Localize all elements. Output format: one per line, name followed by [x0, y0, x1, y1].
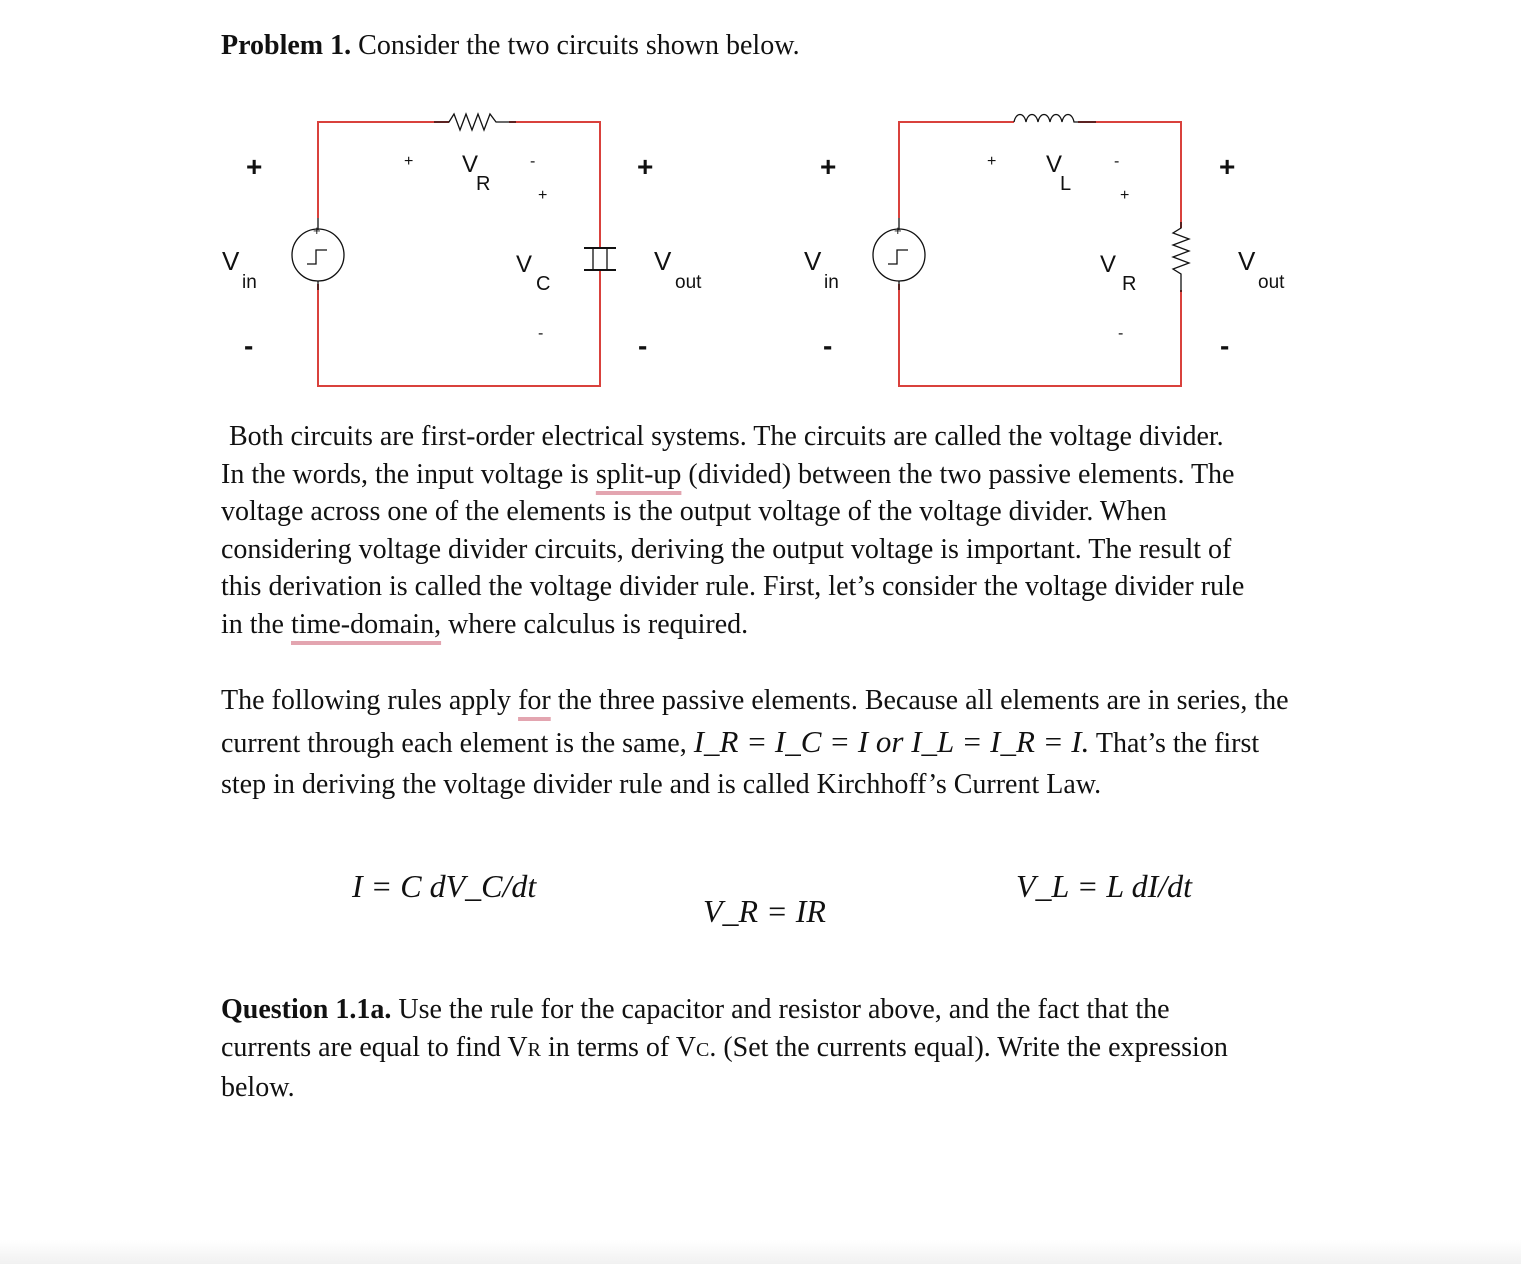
- c1-vin-plus: +: [246, 151, 263, 182]
- current-equality: I_R = I_C = I or I_L = I_R = I.: [693, 724, 1090, 759]
- c2-wire-top-right: [1078, 122, 1181, 228]
- equation-resistor-text: V_R = IR: [703, 893, 826, 929]
- c2-wire-top-left: [899, 122, 1014, 218]
- c2-vl-v: V: [1046, 151, 1063, 178]
- c2-step-icon: [888, 250, 908, 264]
- question-1-1a: Question 1.1a. Use the rule for the capacitor and resistor above, and the fact that the currents are equal to find VR in terms of VC. (Set the currents equal). Write the expression below.: [221, 994, 1228, 1103]
- c2-vout-v: V: [1238, 246, 1256, 276]
- c2-vin-minus: -: [823, 330, 833, 361]
- c1-wire-bottom: [318, 270, 600, 386]
- c1-vc-v: V: [516, 251, 533, 278]
- c1-vout-plus: +: [637, 151, 654, 182]
- c2-vin-v: V: [804, 246, 822, 276]
- c2-vr-minus: -: [1118, 325, 1124, 342]
- c1-source-plus: +: [313, 223, 321, 238]
- c1-vin-sub: in: [242, 272, 257, 293]
- c1-vc-plus: +: [538, 187, 548, 204]
- c1-resistor: [434, 114, 516, 130]
- c2-vr-sub: R: [1122, 273, 1137, 295]
- c2-resistor: [1173, 222, 1189, 292]
- c1-wire-top-right: [509, 122, 600, 248]
- underlined-split-up: split-up: [595, 458, 682, 490]
- paragraph-kcl: The following rules apply for the three passive elements. Because all elements are in series, the current through each element is the same, I_R = I_C = I or I_L = I_R = I. That’s the first step in deriving the voltage divider rule and is called Kirchhoff’s Current Law.: [221, 685, 1289, 800]
- c2-vout-plus: +: [1219, 151, 1236, 182]
- c2-vl-sub: L: [1060, 173, 1072, 195]
- c1-wire-top-left: [318, 122, 449, 218]
- c1-step-icon: [307, 250, 327, 264]
- c2-vin-plus: +: [820, 151, 837, 182]
- c2-wire-bottom: [899, 284, 1181, 386]
- problem-text: Consider the two circuits shown below.: [358, 30, 800, 61]
- c1-vr-v: V: [462, 151, 479, 178]
- c2-vl-minus: -: [1114, 153, 1120, 170]
- c1-vr-sub: R: [476, 173, 491, 195]
- circuit-1: [222, 114, 702, 386]
- problem-label: Problem 1.: [221, 30, 352, 61]
- c2-vout-sub: out: [1258, 272, 1285, 293]
- c1-vin-v: V: [222, 246, 240, 276]
- c1-vc-sub: C: [536, 273, 551, 295]
- c2-vl-plus: +: [987, 153, 997, 170]
- c1-vr-plus: +: [404, 153, 414, 170]
- page-bottom-shadow: [0, 1240, 1521, 1264]
- c1-vc-minus: -: [538, 325, 544, 342]
- equation-inductor-text: V_L = L dI/dt: [1016, 868, 1193, 904]
- underlined-for: for: [518, 685, 551, 716]
- c1-vout-v: V: [654, 246, 672, 276]
- circuit-diagram: [0, 0, 1521, 400]
- equation-inductor: [1016, 868, 1192, 905]
- c2-vout-minus: -: [1220, 330, 1230, 361]
- equation-capacitor-text: I = C dV_C/dt: [352, 868, 537, 904]
- c1-vout-minus: -: [638, 330, 648, 361]
- c2-source-plus: +: [894, 223, 902, 238]
- equation-capacitor: [352, 868, 536, 905]
- circuit-2: [804, 115, 1285, 387]
- c2-inductor: [1014, 115, 1096, 123]
- c2-vin-sub: in: [824, 272, 839, 293]
- c1-vr-minus: -: [530, 153, 536, 170]
- c1-vout-sub: out: [675, 272, 702, 293]
- c2-vr-plus: +: [1120, 187, 1130, 204]
- equation-resistor: [703, 893, 826, 930]
- underlined-time-domain: time-domain,: [291, 608, 442, 640]
- c2-vr-v: V: [1100, 251, 1117, 278]
- question-label: Question 1.1a.: [221, 994, 392, 1025]
- paragraph-voltage-divider: Both circuits are first-order electrical systems. The circuits are called the voltage divider. In the words, the input voltage is split-up (divided) between the two passive elements. The voltage across one of the elements is the output voltage of the voltage divider. When considering voltage divider circuits, deriving the output voltage is important. The result of this derivation is called the voltage divider rule. First, let’s consider the voltage divider rule in the time-domain, where calculus is required.: [221, 421, 1245, 640]
- c1-vin-minus: -: [244, 330, 254, 361]
